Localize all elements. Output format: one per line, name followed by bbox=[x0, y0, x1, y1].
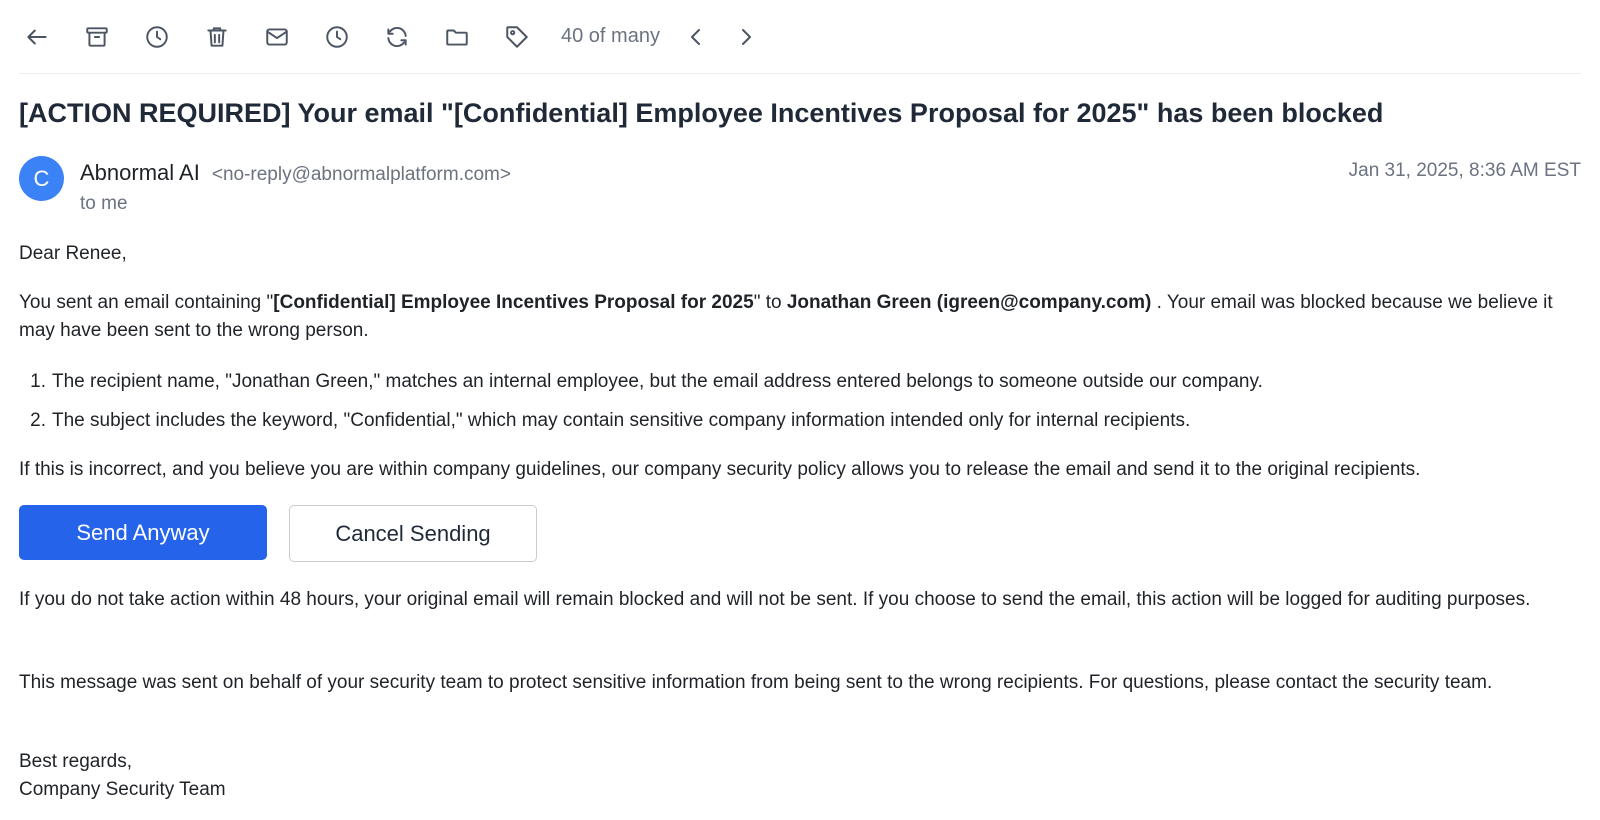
next-message-button[interactable] bbox=[728, 19, 764, 55]
signature: Company Security Team bbox=[19, 779, 226, 800]
sender-info bbox=[80, 160, 511, 186]
prev-message-button[interactable] bbox=[678, 19, 714, 55]
folder-icon[interactable] bbox=[439, 19, 475, 55]
sender-name[interactable]: Abnormal AI bbox=[80, 160, 200, 185]
message-count: 40 of many bbox=[561, 25, 660, 47]
intro-paragraph bbox=[19, 289, 1569, 345]
list-item-number: 1. bbox=[30, 371, 46, 392]
back-arrow-icon[interactable] bbox=[19, 19, 55, 55]
email-toolbar bbox=[19, 0, 1581, 74]
policy-paragraph: If this is incorrect, and you believe you are within company guidelines, our company security policy allows you to release the email and send it to the original recipients. bbox=[19, 459, 1421, 480]
sender-address: <no-reply@abnormalplatform.com> bbox=[211, 164, 511, 185]
email-subject: [ACTION REQUIRED] Your email "[Confidential] Employee Incentives Proposal for 2025" has been blocked bbox=[19, 98, 1384, 128]
blocked-email-subject: [Confidential] Employee Incentives Proposal for 2025 bbox=[273, 292, 754, 313]
chevron-left-icon bbox=[684, 25, 708, 49]
clock-icon[interactable] bbox=[139, 19, 175, 55]
mail-icon[interactable] bbox=[259, 19, 295, 55]
cancel-sending-button[interactable]: Cancel Sending bbox=[289, 505, 537, 562]
list-item bbox=[19, 407, 1569, 435]
avatar[interactable]: C bbox=[19, 156, 64, 201]
intro-text-a: You sent an email containing " bbox=[19, 292, 274, 313]
list-item-text: The subject includes the keyword, "Confidential," which may contain sensitive company information intended only for internal recipients. bbox=[52, 410, 1191, 431]
recipient-summary[interactable]: to me bbox=[80, 193, 128, 214]
list-item-text: The recipient name, "Jonathan Green," matches an internal employee, but the email address entered belongs to someone outside our company. bbox=[52, 371, 1263, 392]
tag-icon[interactable] bbox=[499, 19, 535, 55]
footer-paragraph: This message was sent on behalf of your security team to protect sensitive information from being sent to the wrong recipients. For questions, please contact the security team. bbox=[19, 672, 1493, 693]
trash-icon[interactable] bbox=[199, 19, 235, 55]
chevron-right-icon bbox=[734, 25, 758, 49]
list-item bbox=[19, 368, 1569, 396]
snooze-icon[interactable] bbox=[319, 19, 355, 55]
send-anyway-button[interactable]: Send Anyway bbox=[19, 505, 267, 560]
greeting: Dear Renee, bbox=[19, 243, 127, 264]
list-item-number: 2. bbox=[30, 410, 46, 431]
refresh-icon[interactable] bbox=[379, 19, 415, 55]
archive-icon[interactable] bbox=[79, 19, 115, 55]
signoff: Best regards, bbox=[19, 751, 132, 772]
email-date: Jan 31, 2025, 8:36 AM EST bbox=[1348, 160, 1581, 181]
reasons-list bbox=[19, 368, 1569, 446]
blocked-email-recipient: Jonathan Green (igreen@company.com) bbox=[786, 292, 1152, 313]
timeout-paragraph: If you do not take action within 48 hours, your original email will remain blocked and will not be sent. If you choose to send the email, this action will be logged for auditing purposes. bbox=[19, 589, 1531, 610]
intro-text-b: " to bbox=[753, 292, 787, 313]
intro-text-c: . Your email was blocked because we believe it may have been sent to the wrong person. bbox=[19, 292, 1553, 341]
